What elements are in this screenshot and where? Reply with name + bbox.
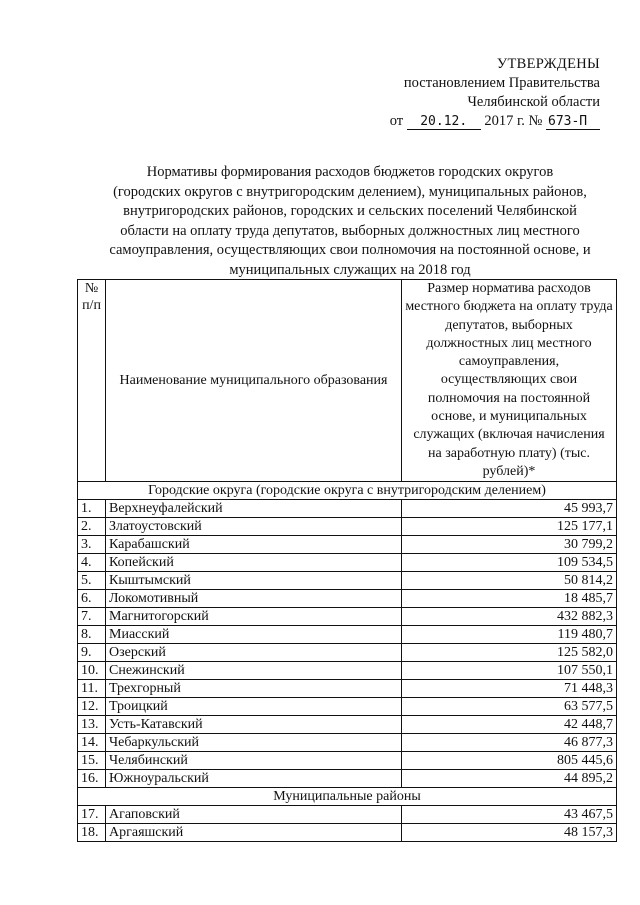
row-number: 11. <box>78 680 106 698</box>
table-row <box>78 626 617 644</box>
document-title-line: самоуправления, осуществляющих свои полномочия на постоянной основе, и <box>109 242 591 258</box>
table-row <box>78 608 617 626</box>
row-number: 7. <box>78 608 106 626</box>
row-number: 18. <box>78 824 106 842</box>
table-row <box>78 572 617 590</box>
row-number: 15. <box>78 752 106 770</box>
document-title-line: Нормативы формирования расходов бюджетов городских округов <box>146 164 554 180</box>
table-row <box>78 500 617 518</box>
row-number: 10. <box>78 662 106 680</box>
table-body <box>78 482 617 842</box>
municipality-name: Агаповский <box>106 806 402 824</box>
table-row <box>78 716 617 734</box>
table-header-row <box>78 280 617 482</box>
row-number: 2. <box>78 518 106 536</box>
approval-date: 20.12. <box>407 114 481 130</box>
header-name: Наименование муниципального образования <box>106 280 402 482</box>
row-number: 12. <box>78 698 106 716</box>
norm-value: 46 877,3 <box>402 734 617 752</box>
row-number: 3. <box>78 536 106 554</box>
municipality-name: Златоустовский <box>106 518 402 536</box>
row-number: 6. <box>78 590 106 608</box>
table-row <box>78 698 617 716</box>
approval-title: УТВЕРЖДЕНЫ <box>496 56 600 72</box>
municipality-name: Копейский <box>106 554 402 572</box>
municipality-name: Миасский <box>106 626 402 644</box>
norm-value: 44 895,2 <box>402 770 617 788</box>
municipality-name: Аргаяшский <box>106 824 402 842</box>
norm-value: 125 582,0 <box>402 644 617 662</box>
table-row <box>78 734 617 752</box>
municipality-name: Трехгорный <box>106 680 402 698</box>
municipality-name: Снежинский <box>106 662 402 680</box>
norm-value: 107 550,1 <box>402 662 617 680</box>
row-number: 14. <box>78 734 106 752</box>
municipality-name: Усть-Катавский <box>106 716 402 734</box>
section-row <box>78 788 617 806</box>
table-row <box>78 536 617 554</box>
section-row <box>78 482 617 500</box>
table-row <box>78 554 617 572</box>
norm-value: 432 882,3 <box>402 608 617 626</box>
approval-stamp <box>300 55 600 131</box>
approval-year-text: 2017 г. № <box>484 113 543 129</box>
approval-date-line <box>300 112 600 131</box>
municipality-name: Озерский <box>106 644 402 662</box>
municipality-name: Троицкий <box>106 698 402 716</box>
document-title-line: внутригородских районов, городских и сельских поселений Челябинской <box>123 203 577 219</box>
row-number: 13. <box>78 716 106 734</box>
section-title: Городские округа (городские округа с внутригородским делением) <box>78 482 617 500</box>
document-title-line: области на оплату труда депутатов, выборных должностных лиц местного <box>120 222 580 239</box>
table-row <box>78 752 617 770</box>
norm-value: 48 157,3 <box>402 824 617 842</box>
municipality-name: Кыштымский <box>106 572 402 590</box>
approval-line-1: постановлением Правительства <box>403 75 600 91</box>
document-title-line: муниципальных служащих на 2018 год <box>229 261 471 278</box>
norm-value: 109 534,5 <box>402 554 617 572</box>
approval-line-2: Челябинской области <box>467 94 600 110</box>
municipality-name: Южноуральский <box>106 770 402 788</box>
header-number: № п/п <box>78 280 106 482</box>
table-row <box>78 644 617 662</box>
document-title-line: (городских округов с внутригородским делением), муниципальных районов, <box>113 183 587 200</box>
norm-value: 43 467,5 <box>402 806 617 824</box>
section-title: Муниципальные районы <box>78 788 617 806</box>
document-title <box>85 163 615 280</box>
table-row <box>78 770 617 788</box>
norm-value: 42 448,7 <box>402 716 617 734</box>
municipality-name: Челябинский <box>106 752 402 770</box>
norm-value: 71 448,3 <box>402 680 617 698</box>
norm-value: 50 814,2 <box>402 572 617 590</box>
norm-value: 805 445,6 <box>402 752 617 770</box>
approval-number: 673-П <box>546 114 600 130</box>
table-row <box>78 518 617 536</box>
row-number: 4. <box>78 554 106 572</box>
row-number: 9. <box>78 644 106 662</box>
norm-value: 30 799,2 <box>402 536 617 554</box>
table-row <box>78 806 617 824</box>
row-number: 17. <box>78 806 106 824</box>
norm-value: 18 485,7 <box>402 590 617 608</box>
municipality-name: Магнитогорский <box>106 608 402 626</box>
municipality-name: Карабашский <box>106 536 402 554</box>
table-row <box>78 824 617 842</box>
municipality-name: Чебаркульский <box>106 734 402 752</box>
row-number: 5. <box>78 572 106 590</box>
row-number: 8. <box>78 626 106 644</box>
norm-value: 125 177,1 <box>402 518 617 536</box>
norm-value: 63 577,5 <box>402 698 617 716</box>
norms-table <box>77 279 617 842</box>
row-number: 16. <box>78 770 106 788</box>
table-row <box>78 662 617 680</box>
approval-prefix: от <box>389 113 404 129</box>
norm-value: 119 480,7 <box>402 626 617 644</box>
norm-value: 45 993,7 <box>402 500 617 518</box>
municipality-name: Верхнеуфалейский <box>106 500 402 518</box>
table-row <box>78 590 617 608</box>
table-row <box>78 680 617 698</box>
header-size: Размер норматива расходов местного бюджета на оплату труда депутатов, выборных должностных лиц местного самоуправления, осуществляющих свои полномочия на постоянной основе, и муниципальных служащих (включая начисления на заработную плату) (тыс. рублей)* <box>402 280 617 482</box>
row-number: 1. <box>78 500 106 518</box>
municipality-name: Локомотивный <box>106 590 402 608</box>
